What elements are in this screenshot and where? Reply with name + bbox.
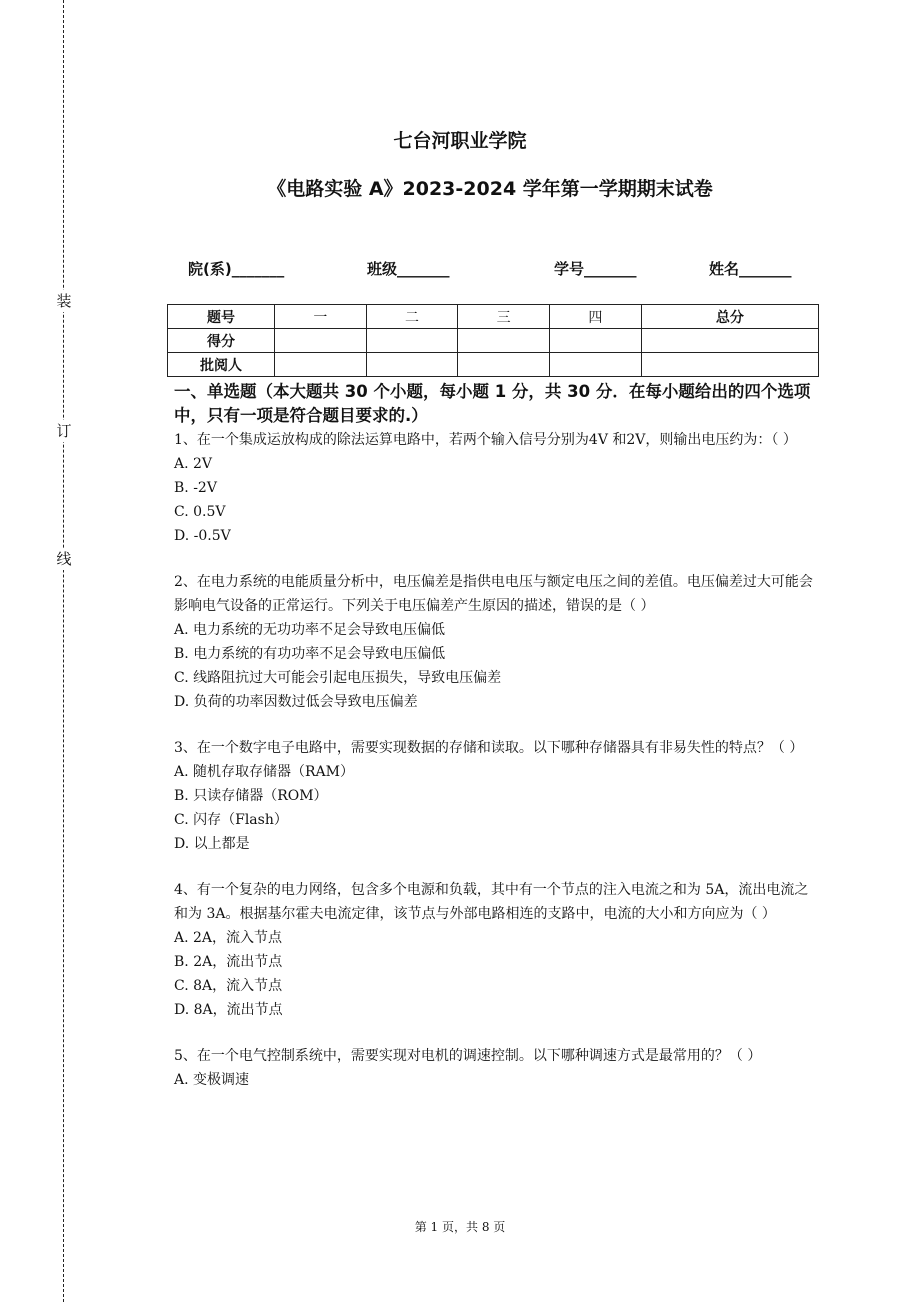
school-name: 七台河职业学院 [393, 130, 527, 152]
question-4 [174, 878, 820, 1022]
score-cell[interactable] [275, 353, 367, 377]
score-table-row [168, 329, 819, 353]
question-stem: 5、在一个电气控制系统中，需要实现对电机的调速控制。以下哪种调速方式是最常用的？（ ） [174, 1048, 762, 1064]
question-2 [174, 570, 820, 714]
option: A. 2V [174, 456, 213, 472]
question-stem: 3、在一个数字电子电路中，需要实现数据的存储和读取。以下哪种存储器具有非易失性的特点？（ ） [174, 740, 804, 756]
option: C. 线路阻抗过大可能会引起电压损失，导致电压偏差 [174, 670, 502, 686]
option: D. 负荷的功率因数过低会导致电压偏差 [174, 694, 418, 710]
option: D. 8A，流出节点 [174, 1002, 283, 1018]
question-3 [174, 736, 820, 856]
score-header-cell: 四 [550, 305, 642, 329]
option: A. 2A，流入节点 [174, 930, 283, 946]
option: B. 电力系统的有功功率不足会导致电压偏低 [174, 646, 446, 662]
option: B. 2A，流出节点 [174, 954, 283, 970]
exam-content [174, 380, 820, 1114]
page-footer: 第 1 页，共 8 页 [414, 1220, 506, 1234]
score-row-label: 批阅人 [168, 353, 275, 377]
score-table-header-row [168, 305, 819, 329]
field-name[interactable]: 姓名_______ [709, 260, 792, 278]
score-cell[interactable] [550, 353, 642, 377]
question-stem: 2、在电力系统的电能质量分析中，电压偏差是指供电电压与额定电压之间的差值。电压偏差过大可能会影响电气设备的正常运行。下列关于电压偏差产生原因的描述，错误的是（ ） [174, 574, 813, 614]
field-student-id[interactable]: 学号_______ [554, 260, 637, 278]
score-header-cell: 一 [275, 305, 367, 329]
binding-char-ding: 订 [56, 422, 72, 440]
option: C. 8A，流入节点 [174, 978, 283, 994]
field-department[interactable]: 院(系)_______ [188, 260, 285, 278]
field-class[interactable]: 班级_______ [367, 260, 450, 278]
score-header-cell: 题号 [168, 305, 275, 329]
question-1 [174, 428, 820, 548]
score-cell[interactable] [366, 329, 458, 353]
score-cell[interactable] [275, 329, 367, 353]
question-stem: 4、有一个复杂的电力网络，包含多个电源和负载，其中有一个节点的注入电流之和为 5A，流出电流之和为 3A。根据基尔霍夫电流定律，该节点与外部电路相连的支路中，电流的大小和方向应为（ ） [174, 882, 809, 922]
option: A. 变极调速 [174, 1072, 250, 1088]
option: B. -2V [174, 480, 217, 496]
binding-char-zhuang: 装 [56, 292, 72, 310]
score-header-cell: 总分 [641, 305, 818, 329]
question-5 [174, 1044, 820, 1092]
score-cell[interactable] [458, 329, 550, 353]
score-header-cell: 二 [366, 305, 458, 329]
score-cell[interactable] [458, 353, 550, 377]
exam-title: 《电路实验 A》2023-2024 学年第一学期期末试卷 [267, 178, 713, 200]
option: C. 0.5V [174, 504, 226, 520]
option: D. -0.5V [174, 528, 231, 544]
score-header-cell: 三 [458, 305, 550, 329]
score-cell[interactable] [550, 329, 642, 353]
option: C. 闪存（Flash） [174, 812, 288, 828]
binding-char-xian: 线 [56, 550, 72, 568]
score-table-row [168, 353, 819, 377]
score-table [167, 304, 819, 377]
question-stem: 1、在一个集成运放构成的除法运算电路中，若两个输入信号分别为4V 和2V，则输出电压约为：（ ） [174, 432, 797, 448]
score-cell[interactable] [366, 353, 458, 377]
section-title: 一、单选题（本大题共 30 个小题，每小题 1 分，共 30 分．在每小题给出的四个选项中，只有一项是符合题目要求的.） [174, 382, 811, 425]
option: D. 以上都是 [174, 836, 250, 852]
option: A. 随机存取存储器（RAM） [174, 764, 354, 780]
score-row-label: 得分 [168, 329, 275, 353]
score-cell[interactable] [641, 353, 818, 377]
option: B. 只读存储器（ROM） [174, 788, 328, 804]
option: A. 电力系统的无功功率不足会导致电压偏低 [174, 622, 446, 638]
score-cell[interactable] [641, 329, 818, 353]
